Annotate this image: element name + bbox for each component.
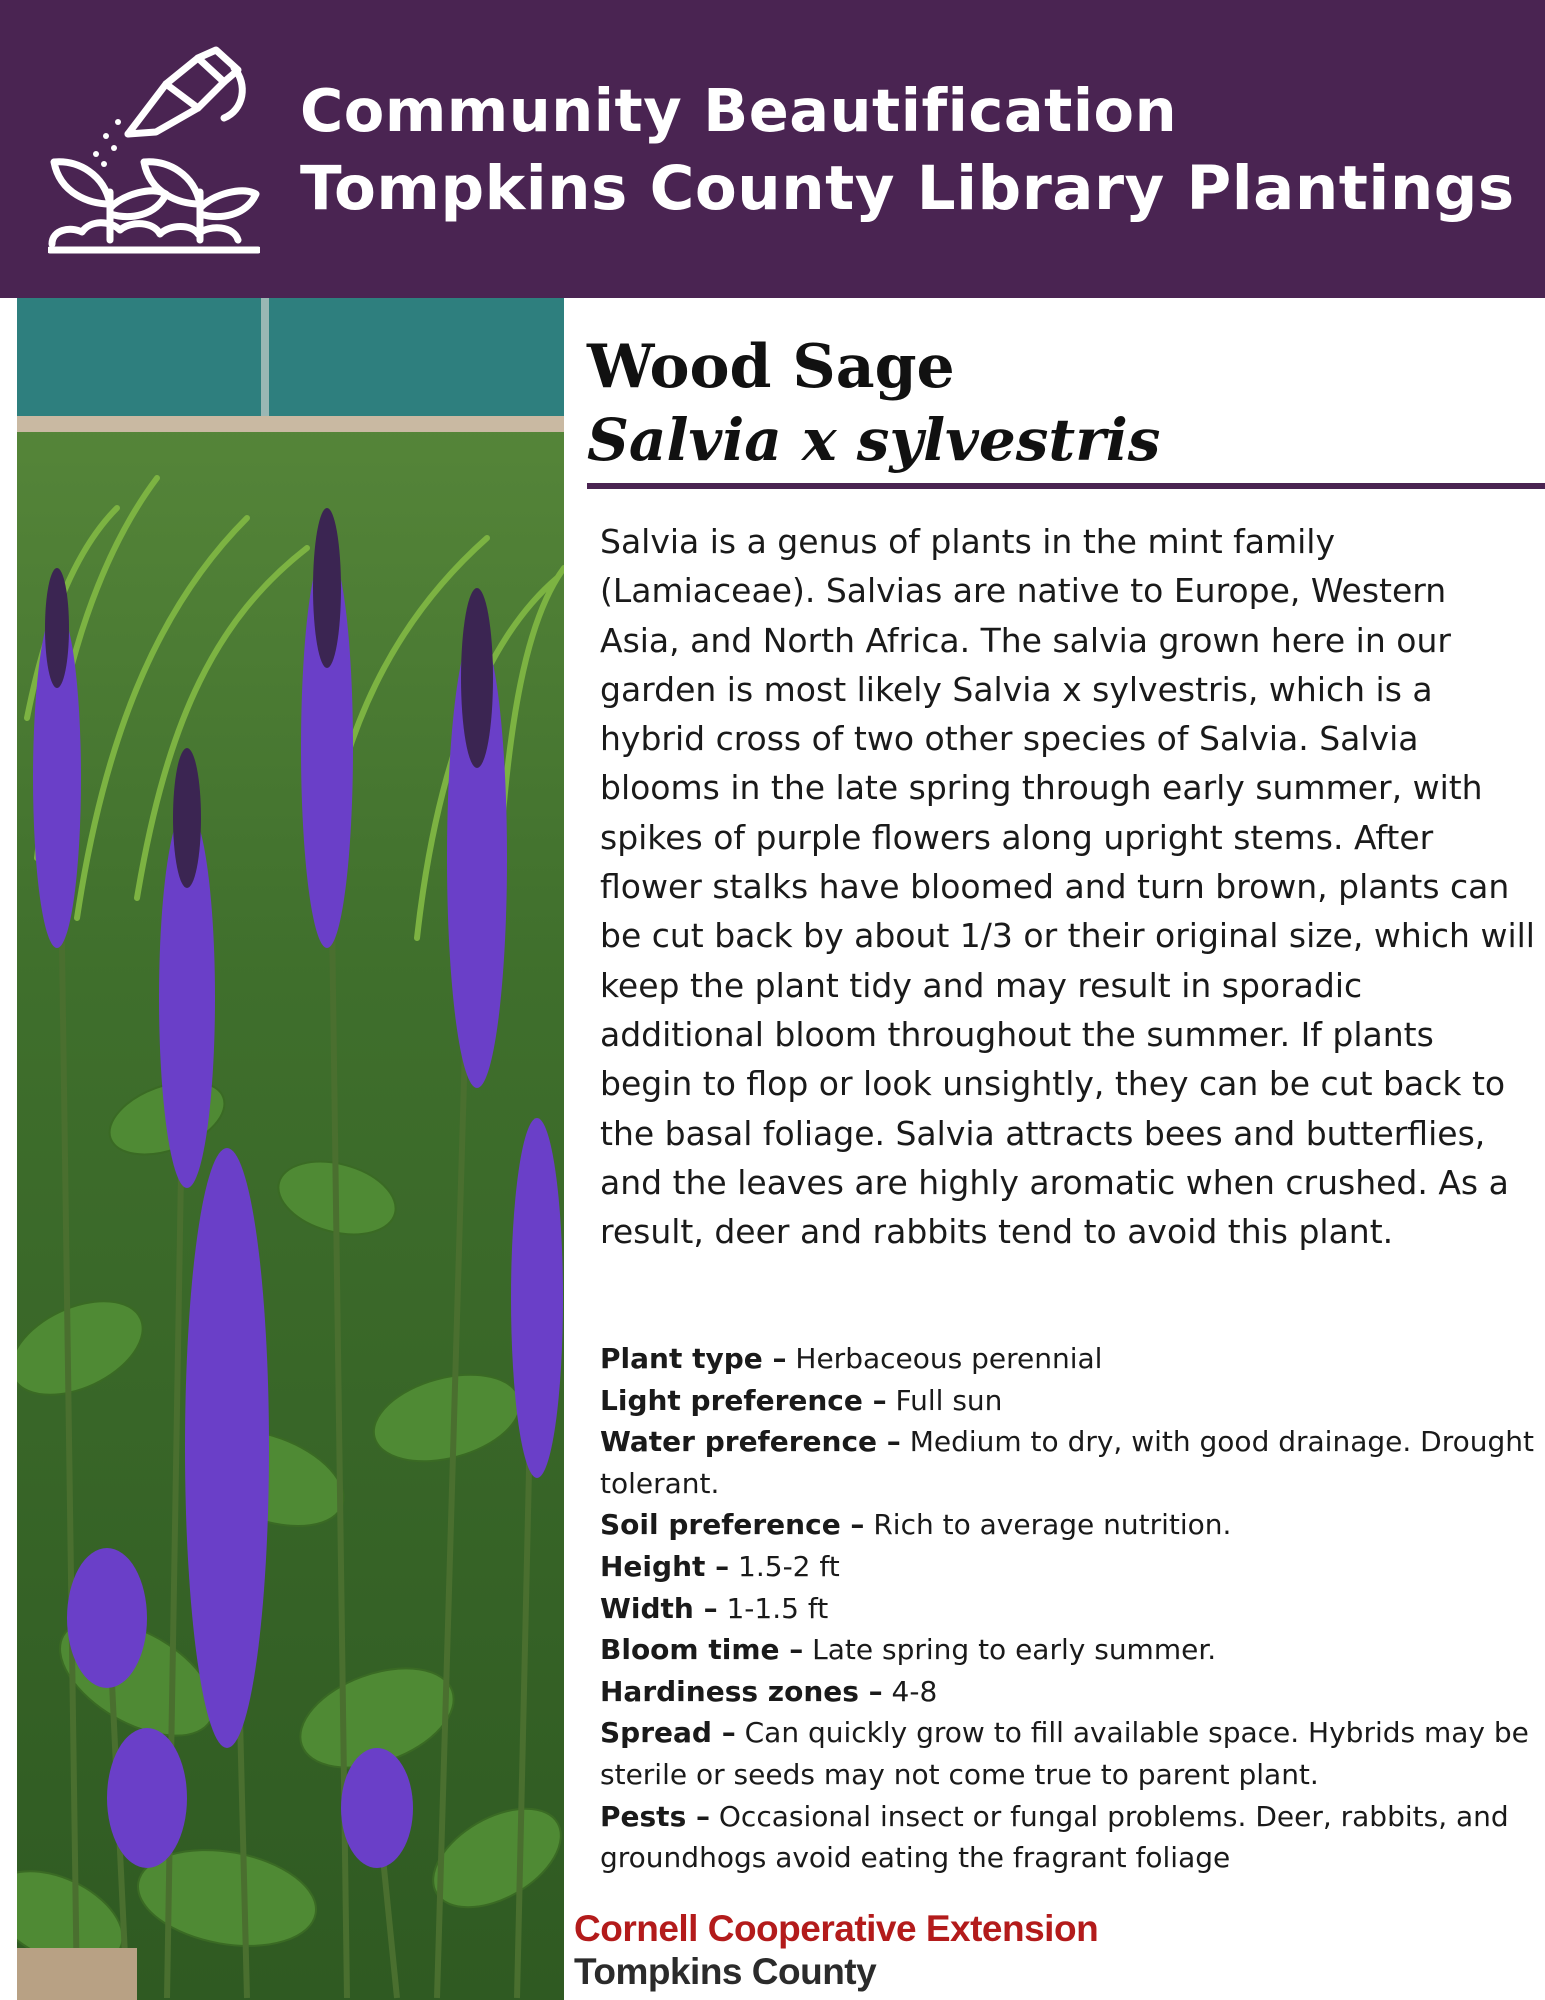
fact-water-preference bbox=[600, 1421, 1535, 1504]
title-divider bbox=[587, 483, 1545, 489]
salvia-flower-photo bbox=[17, 298, 564, 2000]
fact-label: Light preference – bbox=[600, 1383, 887, 1417]
fact-pests bbox=[600, 1796, 1535, 1879]
fact-light-preference bbox=[600, 1380, 1535, 1422]
fact-label: Hardiness zones – bbox=[600, 1674, 883, 1708]
fact-value: 1-1.5 ft bbox=[717, 1591, 829, 1625]
page-header bbox=[0, 0, 1545, 298]
fact-value: Full sun bbox=[886, 1383, 1003, 1417]
fact-value: 4-8 bbox=[882, 1674, 938, 1708]
fact-width bbox=[600, 1588, 1535, 1630]
fact-label: Height – bbox=[600, 1549, 730, 1583]
footer-org-name: Cornell Cooperative Extension bbox=[574, 1908, 1099, 1949]
fact-value: Late spring to early summer. bbox=[803, 1633, 1217, 1667]
fact-bloom-time bbox=[600, 1629, 1535, 1671]
fact-hardiness-zones bbox=[600, 1671, 1535, 1713]
fact-value: Can quickly grow to fill available space. Hybrids may be sterile or seeds may not come true to parent plant. bbox=[600, 1716, 1529, 1791]
fact-label: Pests – bbox=[600, 1799, 710, 1833]
header-title-line1: Community Beautification bbox=[300, 76, 1178, 145]
fact-label: Width – bbox=[600, 1591, 718, 1625]
fact-value: Herbaceous perennial bbox=[786, 1342, 1103, 1375]
plant-description: Salvia is a genus of plants in the mint family (Lamiaceae). Salvias are native to Europe, Western Asia, and North Africa. The salvia grown here in our garden is most likely Salvia x sylvestris, which is a hybrid cross of two other species of Salvia. Salvia blooms in the late spring through early summer, with spikes of purple flowers along upright stems. After flower stalks have bloomed and turn brown, plants can be cut back by about 1/3 or their original size, which will keep the plant tidy and may result in sporadic additional bloom throughout the summer. If plants begin to flop or look unsightly, they can be cut back to the basal foliage. Salvia attracts bees and butterflies, and the leaves are highly aromatic when crushed. As a result, deer and rabbits tend to avoid this plant. bbox=[600, 522, 1535, 1252]
fact-soil-preference bbox=[600, 1504, 1535, 1546]
fact-label: Plant type – bbox=[600, 1342, 787, 1375]
fact-height bbox=[600, 1546, 1535, 1588]
fact-value: 1.5-2 ft bbox=[729, 1549, 840, 1583]
fact-label: Soil preference – bbox=[600, 1508, 865, 1542]
fact-value: Rich to average nutrition. bbox=[864, 1508, 1232, 1542]
plant-common-name: Wood Sage bbox=[587, 332, 955, 402]
fact-label: Spread – bbox=[600, 1716, 736, 1750]
fact-spread bbox=[600, 1712, 1535, 1795]
fact-value: Occasional insect or fungal problems. Deer, rabbits, and groundhogs avoid eating the fragrant foliage bbox=[600, 1799, 1509, 1875]
fact-label: Bloom time – bbox=[600, 1633, 804, 1667]
watering-can-sprouts-icon bbox=[48, 44, 260, 256]
plant-scientific-name: Salvia x sylvestris bbox=[587, 406, 1161, 474]
fact-label: Water preference – bbox=[600, 1425, 901, 1459]
fact-plant-type bbox=[600, 1338, 1535, 1380]
fact-value: Medium to dry, with good drainage. Drought tolerant. bbox=[600, 1425, 1534, 1500]
plant-facts-list bbox=[600, 1338, 1535, 1879]
header-title-line2: Tompkins County Library Plantings bbox=[300, 153, 1515, 224]
footer-org-county: Tompkins County bbox=[574, 1951, 877, 1992]
